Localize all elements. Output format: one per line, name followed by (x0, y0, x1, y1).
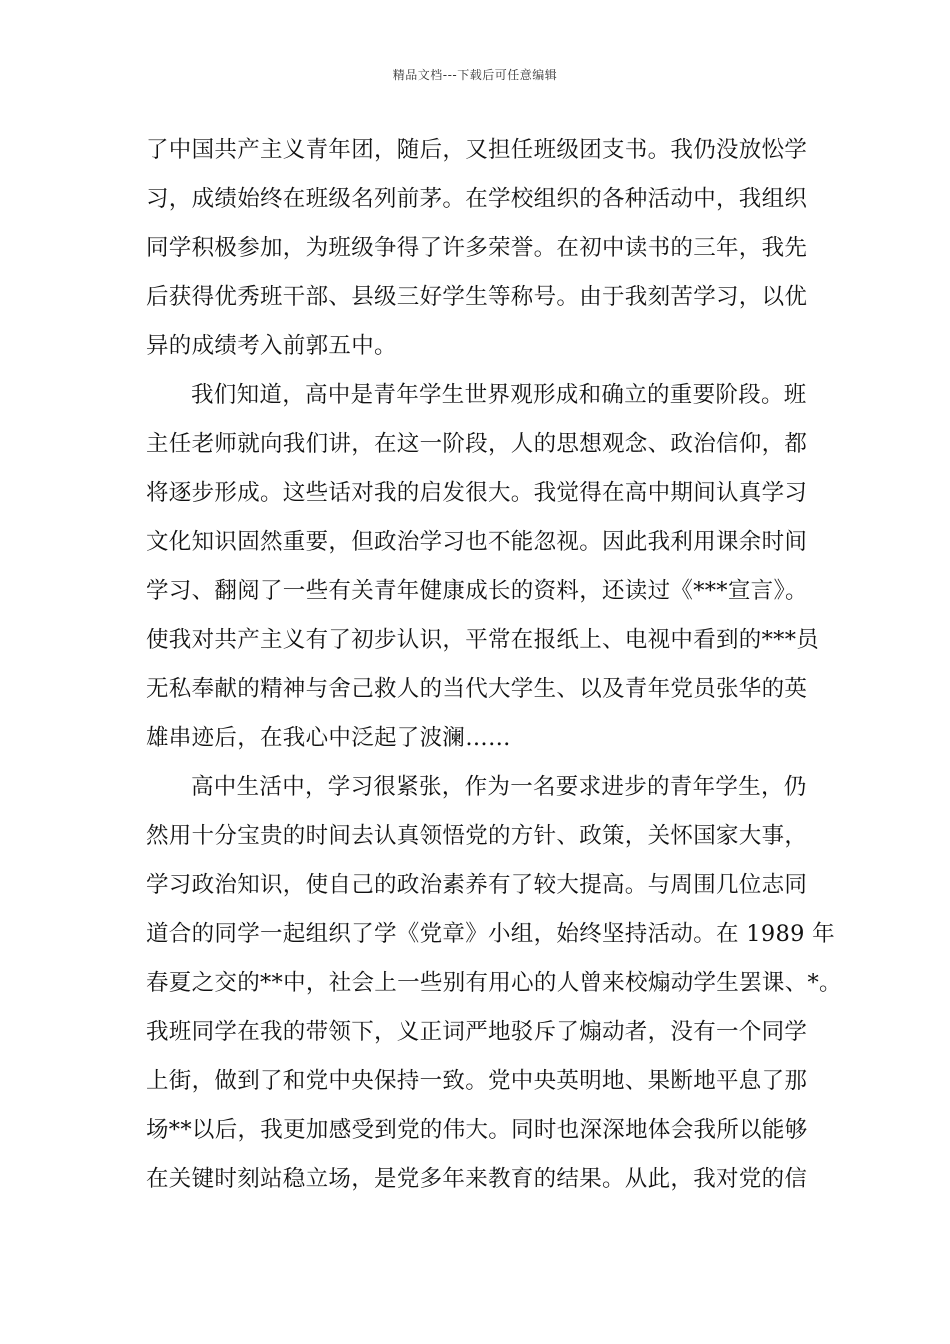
text-line: 无私奉献的精神与舍己救人的当代大学生、以及青年党员张华的英 (146, 676, 808, 702)
text-line: 我班同学在我的带领下，义正词严地驳斥了煽动者，没有一个同学 (146, 1019, 808, 1045)
text-line: 后获得优秀班干部、县级三好学生等称号。由于我刻苦学习，以优 (146, 284, 808, 310)
text-line: 使我对共产主义有了初步认识，平常在报纸上、电视中看到的***员 (146, 627, 820, 653)
text-line: 异的成绩考入前郭五中。 (146, 333, 397, 359)
text-line: 我们知道，高中是青年学生世界观形成和确立的重要阶段。班 (191, 382, 807, 408)
text-line: 雄串迹后，在我心中泛起了波澜…… (146, 725, 511, 751)
text-line: 在关键时刻站稳立场，是党多年来教育的结果。从此，我对党的信 (146, 1166, 808, 1192)
text-line: 上街，做到了和党中央保持一致。党中央英明地、果断地平息了那 (146, 1068, 808, 1094)
text-line: 学习政治知识，使自己的政治素养有了较大提高。与周围几位志同 (146, 872, 808, 898)
page-header: 精品文档---下载后可任意编辑 (392, 68, 558, 82)
text-line: 高中生活中，学习很紧张，作为一名要求进步的青年学生，仍 (191, 774, 807, 800)
text-line: 了中国共产主义青年团，随后，又担任班级团支书。我仍没放忪学 (146, 137, 808, 163)
text-line: 习，成绩始终在班级名列前茅。在学校组织的各种活动中，我组织 (146, 186, 808, 212)
text-line: 春夏之交的**中，社会上一些别有用心的人曾来校煽动学生罢课、*。 (146, 970, 842, 996)
body-text (146, 126, 842, 1204)
text-line: 场**以后，我更加感受到党的伟大。同时也深深地体会我所以能够 (146, 1117, 808, 1143)
text-line: 主任老师就向我们讲，在这一阶段，人的思想观念、政治信仰，都 (146, 431, 808, 457)
text-line: 同学积极参加，为班级争得了许多荣誉。在初中读书的三年，我先 (146, 235, 808, 261)
text-line: 道合的同学一起组织了学《党章》小组，始终坚持活动。在 1989 年 (146, 921, 835, 947)
text-line: 将逐步形成。这些话对我的启发很大。我觉得在高中期间认真学习 (146, 480, 808, 506)
text-line: 文化知识固然重要，但政治学习也不能忽视。因此我利用课余时间 (146, 529, 808, 555)
text-line: 然用十分宝贵的时间去认真领悟党的方针、政策，关怀国家大事， (146, 823, 808, 849)
text-line: 学习、翻阅了一些有关青年健康成长的资料，还读过《***宣言》。 (146, 578, 808, 604)
